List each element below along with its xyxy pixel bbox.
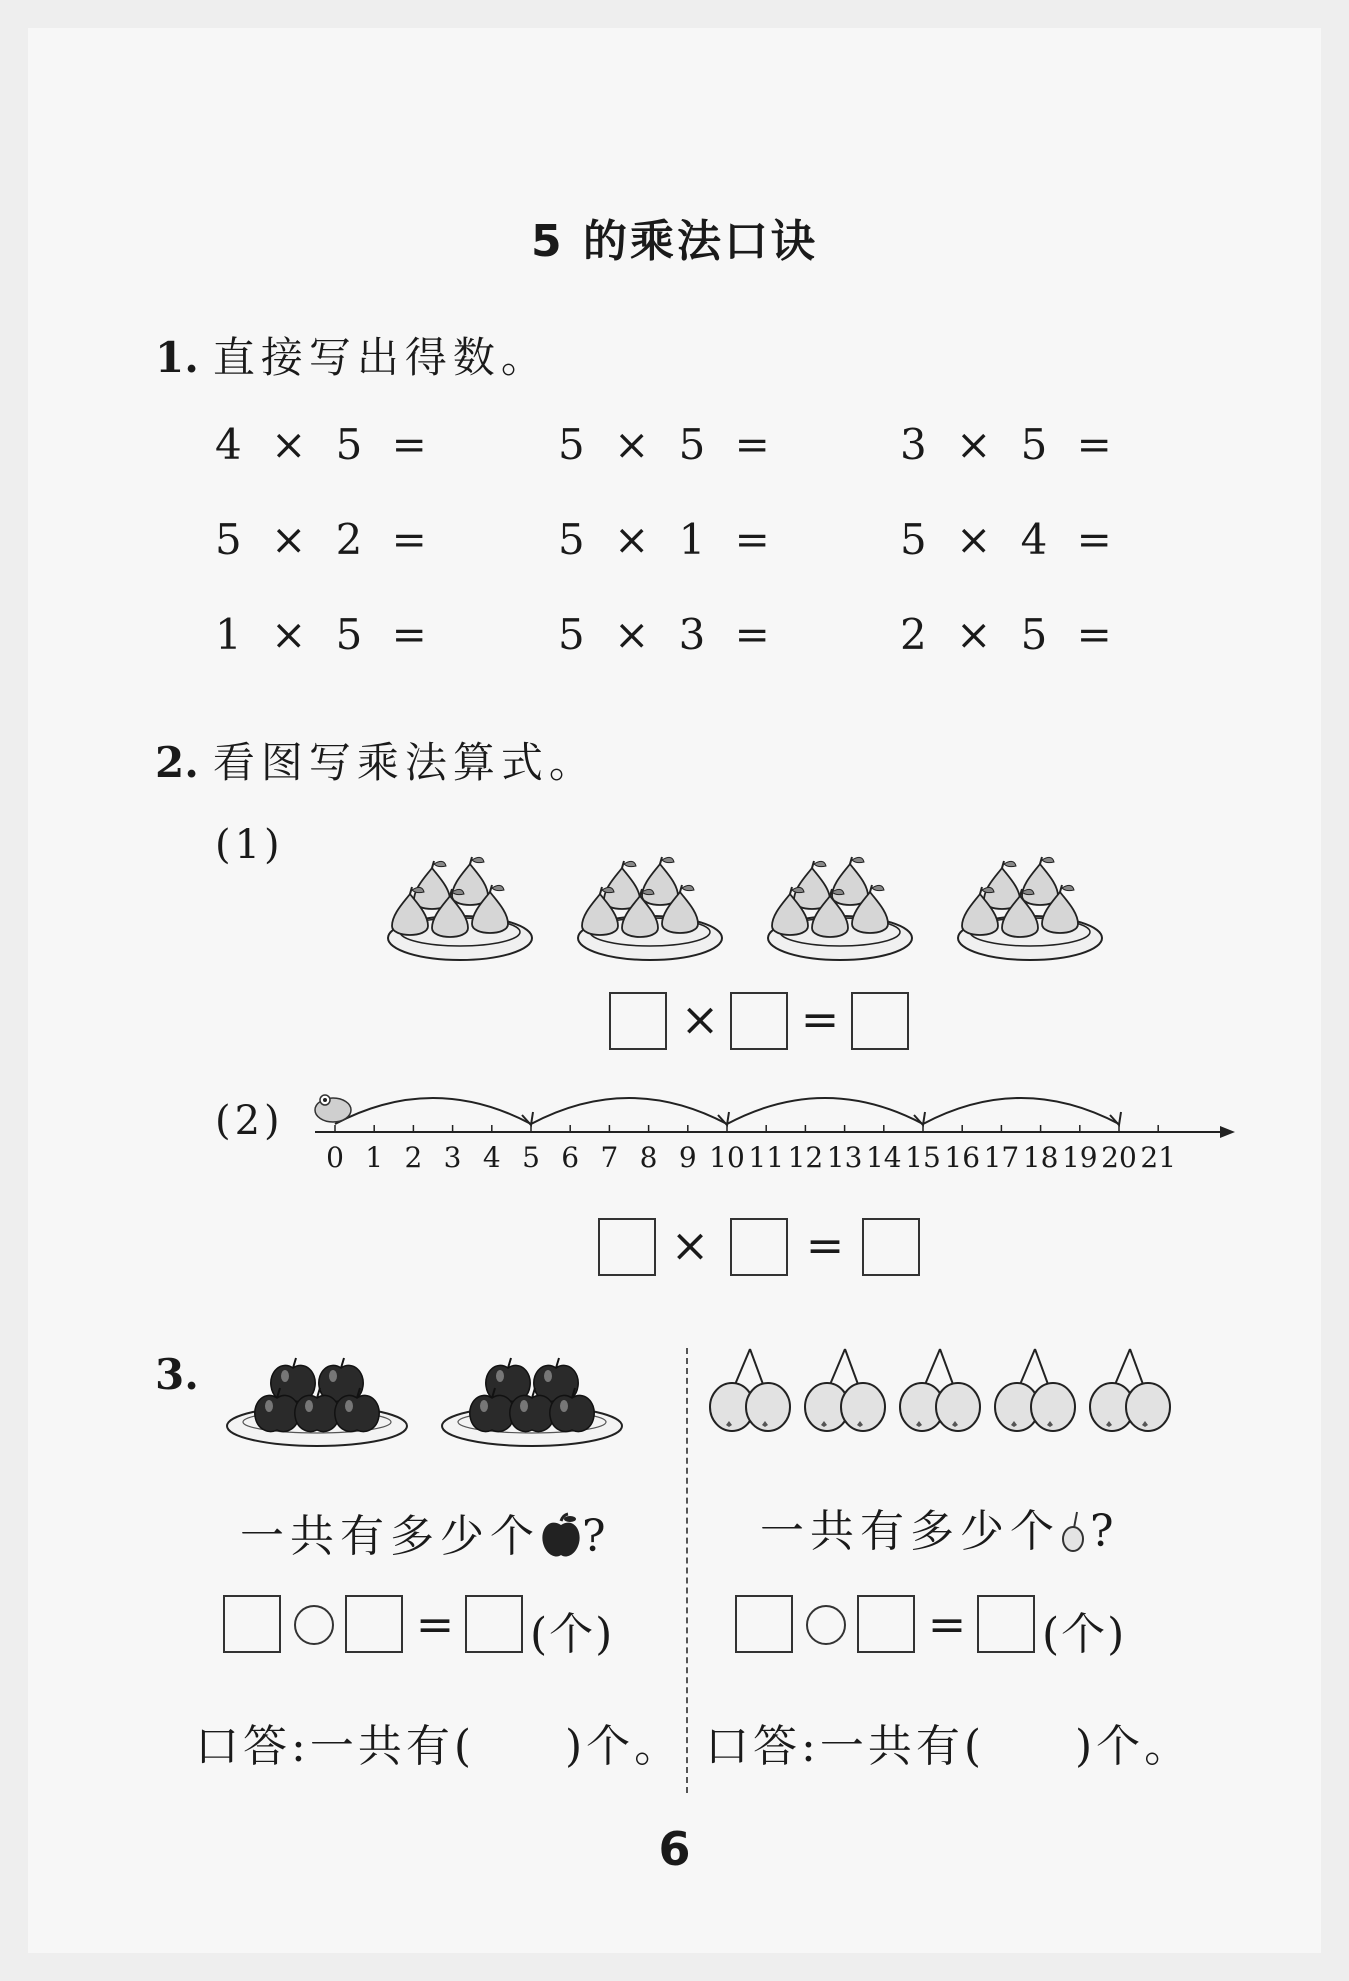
pear-plates-illustration [385,835,1125,965]
answer-box[interactable] [735,1595,793,1653]
tick-label: 20 [1101,1141,1137,1174]
apple-plates-illustration [245,1340,645,1440]
loquat [1031,1383,1075,1431]
loquat-pair [805,1349,885,1431]
number-line [300,1085,1240,1195]
answer-box[interactable] [851,992,909,1050]
q2-instruction: 看图写乘法算式。 [212,738,597,787]
answer-box[interactable] [345,1595,403,1653]
pear-plate [958,857,1102,960]
tick-label: 6 [561,1141,580,1174]
loquat-pair [900,1349,980,1431]
tick-label: 10 [709,1141,745,1174]
pear [452,857,488,905]
jump-arc [335,1098,531,1124]
operator-circle[interactable] [294,1605,334,1645]
equals-sign: = [800,992,840,1046]
tick-label: 7 [600,1141,619,1174]
tick-label: 0 [326,1141,344,1174]
answer-box[interactable] [465,1595,523,1653]
answer-box[interactable] [730,992,788,1050]
unit-label: (个) [1042,1609,1127,1660]
times-sign: × [670,1218,710,1272]
tick-label: 12 [787,1141,824,1174]
q1-equation: 1 × 5 = [215,610,435,659]
q3-heading [155,1350,213,1399]
q1-equation: 5 × 5 = [558,420,778,469]
pear [642,857,678,905]
q3-right-question [760,1495,1120,1559]
q1-equation: 4 × 5 = [215,420,435,469]
oral-answer-prefix: 口答:一共有( [195,1721,475,1772]
tick-label: 19 [1061,1141,1098,1174]
unit-label: (个) [530,1609,615,1660]
pear [1022,857,1058,905]
loquat-icon [1060,1508,1090,1554]
question-text: 一共有多少个 [240,1511,540,1562]
oral-answer-suffix: )个。 [1075,1721,1193,1772]
tick-label: 3 [443,1141,462,1174]
q2-part1-label: (1) [215,822,284,868]
oral-answer-prefix: 口答:一共有( [705,1721,985,1772]
q3-number: 3. [155,1350,199,1399]
tick-label: 9 [678,1141,697,1174]
equals-sign: = [927,1597,967,1651]
tick-label: 5 [522,1141,540,1174]
jump-arc [531,1098,727,1124]
tick-label: 13 [826,1141,863,1174]
equals-sign: = [415,1597,455,1651]
answer-box[interactable] [977,1595,1035,1653]
q2-heading [155,730,597,790]
loquat-pairs-illustration [705,1345,1185,1435]
loquat [841,1383,885,1431]
loquat-pair [995,1349,1075,1431]
answer-box[interactable] [730,1218,788,1276]
apple-plate [227,1358,407,1446]
pear [832,857,868,905]
times-sign: × [680,992,720,1046]
tick-label: 14 [865,1141,902,1174]
question-text: 一共有多少个 [760,1506,1060,1557]
q3-right-oral-answer [705,1710,1192,1774]
apple-plate [442,1358,622,1446]
tick-label: 21 [1140,1141,1177,1174]
column-divider [686,1348,688,1793]
pear-plate [768,857,912,960]
tick-label: 17 [983,1141,1020,1174]
q3-left-oral-answer [195,1710,682,1774]
tick-label: 18 [1022,1141,1059,1174]
q1-equation: 5 × 3 = [558,610,778,659]
loquat [1126,1383,1170,1431]
loquat [936,1383,980,1431]
loquat-pair [1090,1349,1170,1431]
q1-heading [155,325,549,385]
oral-answer-suffix: )个。 [565,1721,683,1772]
q2-number: 2. [155,738,199,787]
answer-box[interactable] [609,992,667,1050]
tick-label: 16 [944,1141,981,1174]
question-mark: ? [1090,1506,1120,1557]
page-title: 5 的乘法口诀 [531,216,818,267]
page-number: 6 [658,1822,691,1876]
loquat [746,1383,790,1431]
tick-label: 8 [639,1141,658,1174]
equals-sign: = [805,1218,845,1272]
q1-equation: 5 × 4 = [900,515,1120,564]
answer-box[interactable] [598,1218,656,1276]
frog-icon [315,1095,351,1122]
pear-plate [578,857,722,960]
pear-plate [388,857,532,960]
apple-icon [540,1513,582,1559]
q1-equation: 5 × 1 = [558,515,778,564]
answer-box[interactable] [223,1595,281,1653]
q2-part2-label: (2) [215,1098,284,1144]
q1-equation: 2 × 5 = [900,610,1120,659]
jump-arc [727,1098,923,1124]
loquat-pair [710,1349,790,1431]
tick-label: 15 [905,1141,941,1174]
jump-arc [923,1098,1119,1124]
answer-box[interactable] [862,1218,920,1276]
question-mark: ? [582,1511,612,1562]
tick-label: 11 [748,1141,785,1174]
tick-label: 1 [365,1141,384,1174]
q1-instruction: 直接写出得数。 [212,333,549,382]
q1-equation: 5 × 2 = [215,515,435,564]
operator-circle[interactable] [806,1605,846,1645]
q1-number: 1. [155,333,199,382]
tick-label: 2 [404,1141,423,1174]
answer-box[interactable] [857,1595,915,1653]
q1-equation: 3 × 5 = [900,420,1120,469]
q3-left-question [240,1500,612,1564]
tick-label: 4 [482,1141,501,1174]
